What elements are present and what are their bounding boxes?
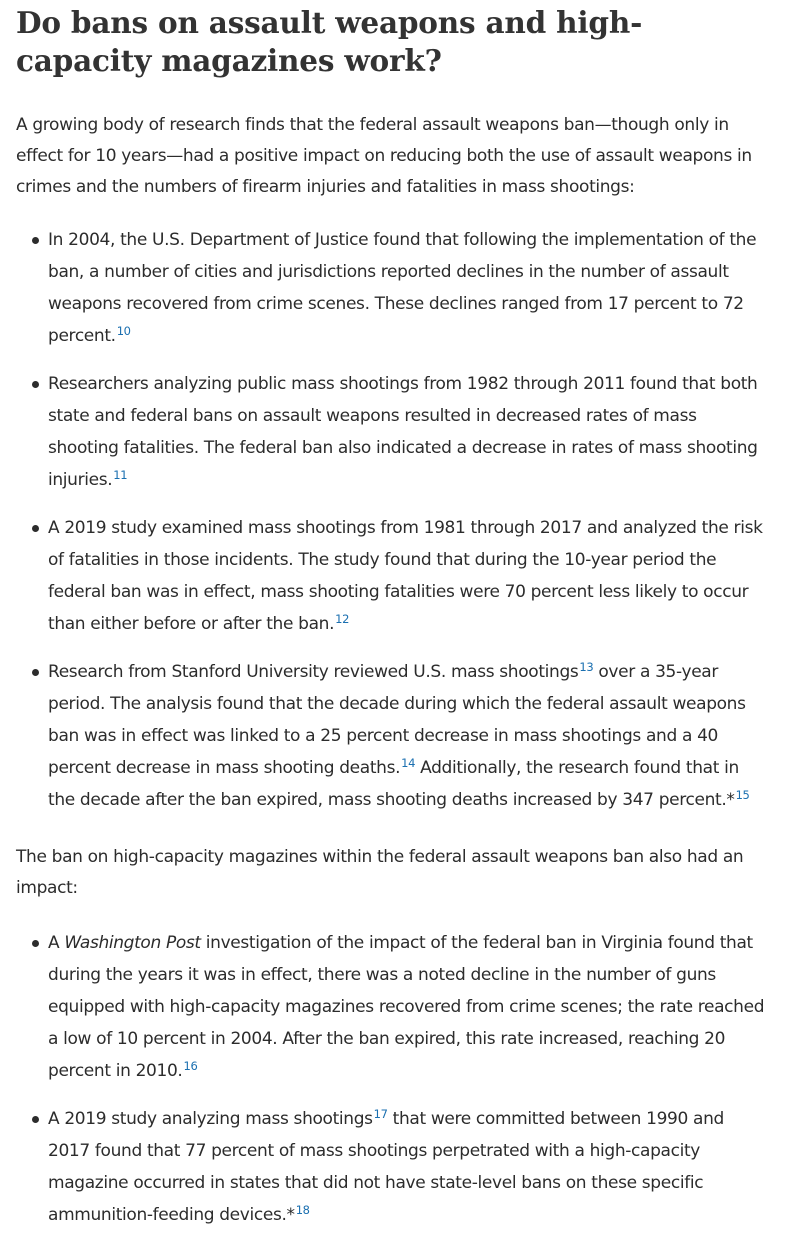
bullet-icon <box>32 1116 39 1123</box>
article-heading: Do bans on assault weapons and high-capacity magazines work? <box>16 5 643 78</box>
footnote-link[interactable]: 18 <box>295 1203 310 1217</box>
footnote-link[interactable]: 15 <box>735 788 750 802</box>
bullet-icon <box>32 237 39 244</box>
findings-list-1 <box>16 224 769 816</box>
list-item <box>16 224 769 352</box>
bullet-icon <box>32 525 39 532</box>
mid-paragraph: The ban on high-capacity magazines within the federal assault weapons ban also had an impact: <box>16 847 744 898</box>
list-item <box>16 512 769 640</box>
bullet-icon <box>32 669 39 676</box>
intro-paragraph: A growing body of research finds that the federal assault weapons ban—though only in effect for 10 years—had a positive impact on reducing both the use of assault weapons in crimes and the numbers of firearm injuries and fatalities in mass shootings: <box>16 115 752 197</box>
footnote-link[interactable]: 14 <box>401 756 416 770</box>
list-item-text: investigation of the impact of the federal ban in Virginia found that during the years it was in effect, there was a noted decline in the number of guns equipped with high-capacity magazines recovered from crime scenes; the rate reached a low of 10 percent in 2004. After the ban expired, this rate increased, reaching 20 percent in 2010. <box>48 933 765 1081</box>
footnote-link[interactable]: 11 <box>113 468 128 482</box>
footnote-link[interactable]: 16 <box>183 1059 198 1073</box>
list-item-prefix: A <box>48 933 65 953</box>
footnote-link[interactable]: 12 <box>335 612 350 626</box>
list-item-text: Additionally, the research found that in the decade after the ban expired, mass shooting deaths increased by 347 percent.* <box>48 758 739 810</box>
bullet-icon <box>32 381 39 388</box>
list-item <box>16 368 769 496</box>
list-item-text: over a 35-year period. The analysis found that the decade during which the federal assault weapons ban was in effect was linked to a 25 percent decrease in mass shootings and a 40 percent decrease in mass shooting deaths. <box>48 662 746 778</box>
list-item <box>16 927 769 1087</box>
list-item-text: In 2004, the U.S. Department of Justice found that following the implementation of the ban, a number of cities and jurisdictions reported declines in the number of assault weapons recovered from crime scenes. These declines ranged from 17 percent to 72 percent. <box>48 230 757 346</box>
list-item-text: A 2019 study analyzing mass shootings <box>48 1109 373 1129</box>
findings-list-2 <box>16 927 769 1231</box>
article <box>0 4 785 1231</box>
bullet-icon <box>32 940 39 947</box>
list-item <box>16 1103 769 1231</box>
list-item-text: Researchers analyzing public mass shootings from 1982 through 2011 found that both state and federal bans on assault weapons resulted in decreased rates of mass shooting fatalities. The federal ban also indicated a decrease in rates of mass shooting injuries. <box>48 374 758 490</box>
footnote-link[interactable]: 10 <box>116 324 131 338</box>
publication-name: Washington Post <box>64 933 201 953</box>
list-item-text: that were committed between 1990 and 2017 found that 77 percent of mass shootings perpetrated with a high-capacity magazine occurred in states that did not have state-level bans on these specific ammunition-feeding devices.* <box>48 1109 724 1225</box>
footnote-link[interactable]: 17 <box>373 1107 388 1121</box>
list-item-text: A 2019 study examined mass shootings from 1981 through 2017 and analyzed the risk of fatalities in those incidents. The study found that during the 10-year period the federal ban was in effect, mass shooting fatalities were 70 percent less likely to occur than either before or after the ban. <box>48 518 763 634</box>
footnote-link[interactable]: 13 <box>579 660 594 674</box>
list-item <box>16 656 769 816</box>
list-item-text: Research from Stanford University reviewed U.S. mass shootings <box>48 662 579 682</box>
